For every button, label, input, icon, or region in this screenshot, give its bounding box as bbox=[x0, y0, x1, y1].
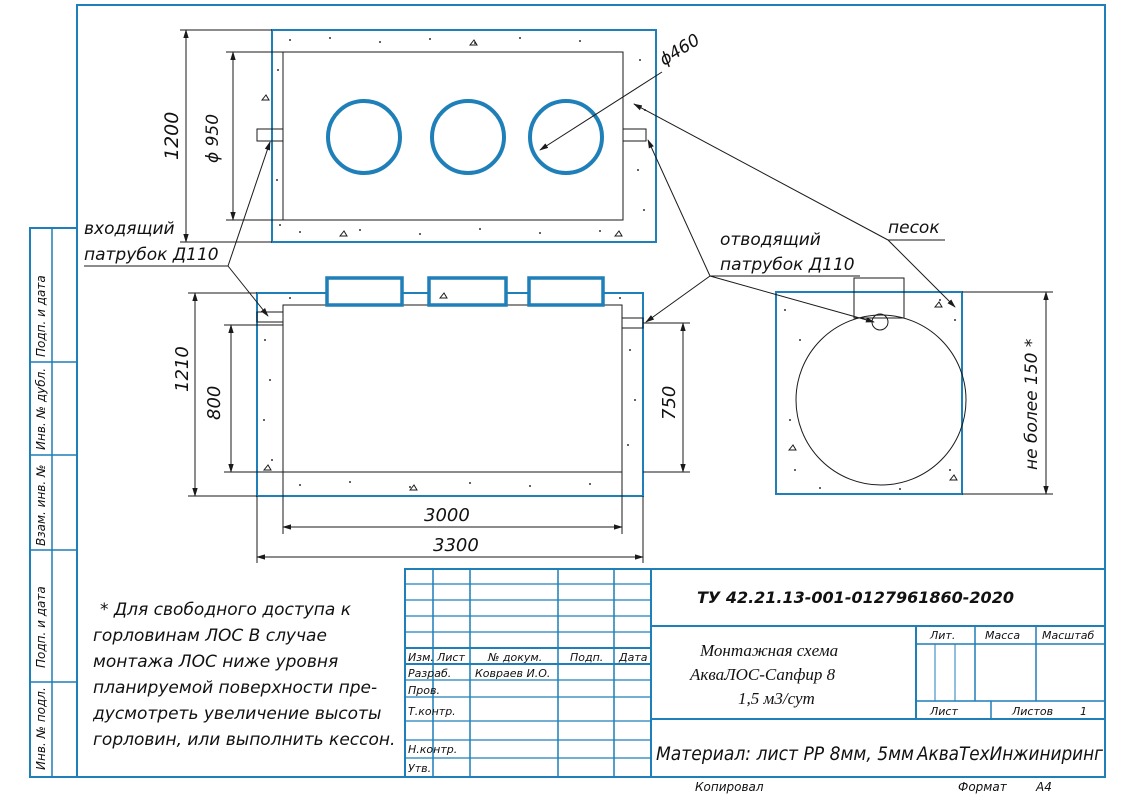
tb-masshtab: Масштаб bbox=[1042, 629, 1095, 642]
tb-header-doc: № докум. bbox=[488, 651, 543, 664]
outlet-label-line2: патрубок Д110 bbox=[720, 255, 855, 275]
side-stamp-podp-date-2: Подп. и дата bbox=[34, 275, 48, 357]
side-stamp-inv-dubl: Инв. № дубл. bbox=[34, 367, 48, 450]
outlet-leader-front bbox=[646, 276, 710, 322]
tb-row-nkontr: Н.контр. bbox=[408, 743, 458, 756]
tb-header-podp: Подп. bbox=[570, 651, 604, 664]
note-line: горловин, или выполнить кессон. bbox=[93, 730, 396, 750]
inlet-leader-front bbox=[228, 266, 268, 316]
tb-razrab-name: Ковраев И.О. bbox=[475, 667, 551, 680]
front-neck-3 bbox=[529, 278, 603, 305]
footer-format: Формат bbox=[958, 780, 1007, 794]
tb-lit: Лит. bbox=[930, 629, 956, 642]
tb-massa: Масса bbox=[985, 629, 1021, 642]
tb-material: Материал: лист РР 8мм, 5мм bbox=[656, 743, 914, 765]
note-line: дусмотреть увеличение высоты bbox=[93, 704, 382, 724]
tb-header-izm: Изм. bbox=[408, 651, 434, 664]
dim-800-label: 800 bbox=[204, 385, 225, 420]
tb-sheets: Листов bbox=[1012, 705, 1054, 718]
dim-1200 bbox=[180, 30, 272, 242]
note-line: планируемой поверхности пре- bbox=[93, 678, 378, 698]
dim-1210-label: 1210 bbox=[172, 346, 193, 392]
inlet-label-line2: патрубок Д110 bbox=[84, 245, 219, 265]
dim-150-label: не более 150 * bbox=[1022, 338, 1042, 470]
note-line: * Для свободного доступа к bbox=[100, 600, 352, 620]
front-view bbox=[257, 278, 643, 496]
front-view-pit bbox=[257, 293, 643, 496]
front-neck-1 bbox=[327, 278, 402, 305]
front-neck-2 bbox=[429, 278, 506, 305]
dim-950-label: ϕ 950 bbox=[203, 113, 223, 163]
side-view bbox=[776, 278, 966, 494]
dim-460-label: ϕ460 bbox=[656, 30, 704, 71]
footnote bbox=[92, 600, 395, 750]
top-view bbox=[257, 30, 656, 242]
title-line3: 1,5 м3/сут bbox=[738, 689, 815, 708]
sand-leader-top bbox=[634, 104, 888, 240]
dim-1200-label: 1200 bbox=[161, 111, 183, 160]
tb-row-utv: Утв. bbox=[408, 762, 432, 775]
tb-sheets-value: 1 bbox=[1080, 705, 1087, 718]
side-stamp-vzam: Взам. инв. № bbox=[34, 464, 48, 546]
footer-format-value: А4 bbox=[1036, 780, 1052, 794]
tb-sheet: Лист bbox=[930, 705, 958, 718]
tb-header-date: Дата bbox=[619, 651, 648, 664]
tu-number: ТУ 42.21.13-001-0127961860-2020 bbox=[697, 588, 1014, 607]
title-line1: Монтажная схема bbox=[700, 641, 839, 660]
tb-header-list: Лист bbox=[437, 651, 465, 664]
note-line: горловинам ЛОС В случае bbox=[93, 626, 327, 646]
tb-row-razrab: Разраб. bbox=[408, 667, 452, 680]
sand-label: песок bbox=[888, 218, 940, 238]
side-stamp-podp-date-1: Подп. и дата bbox=[34, 586, 48, 668]
dim-3300-label: 3300 bbox=[433, 535, 479, 556]
side-view-pit bbox=[776, 292, 962, 494]
note-line: монтажа ЛОС ниже уровня bbox=[93, 652, 339, 672]
tb-company: АкваТехИнжиниринг bbox=[915, 743, 1104, 765]
side-stamp-inv-podl: Инв. № подл. bbox=[34, 687, 48, 770]
tb-row-tkontr: Т.контр. bbox=[408, 705, 456, 718]
dim-750-label: 750 bbox=[659, 385, 680, 420]
inlet-leader-top bbox=[228, 142, 270, 266]
tb-row-prov: Пров. bbox=[408, 684, 440, 697]
title-line2: АкваЛОС-Сапфир 8 bbox=[690, 665, 836, 684]
footer-copied: Копировал bbox=[695, 780, 764, 794]
outlet-label-line1: отводящий bbox=[720, 230, 821, 250]
inlet-label-line1: входящий bbox=[84, 219, 175, 239]
dim-3000-label: 3000 bbox=[424, 505, 470, 526]
outlet-leader-top bbox=[648, 140, 710, 276]
